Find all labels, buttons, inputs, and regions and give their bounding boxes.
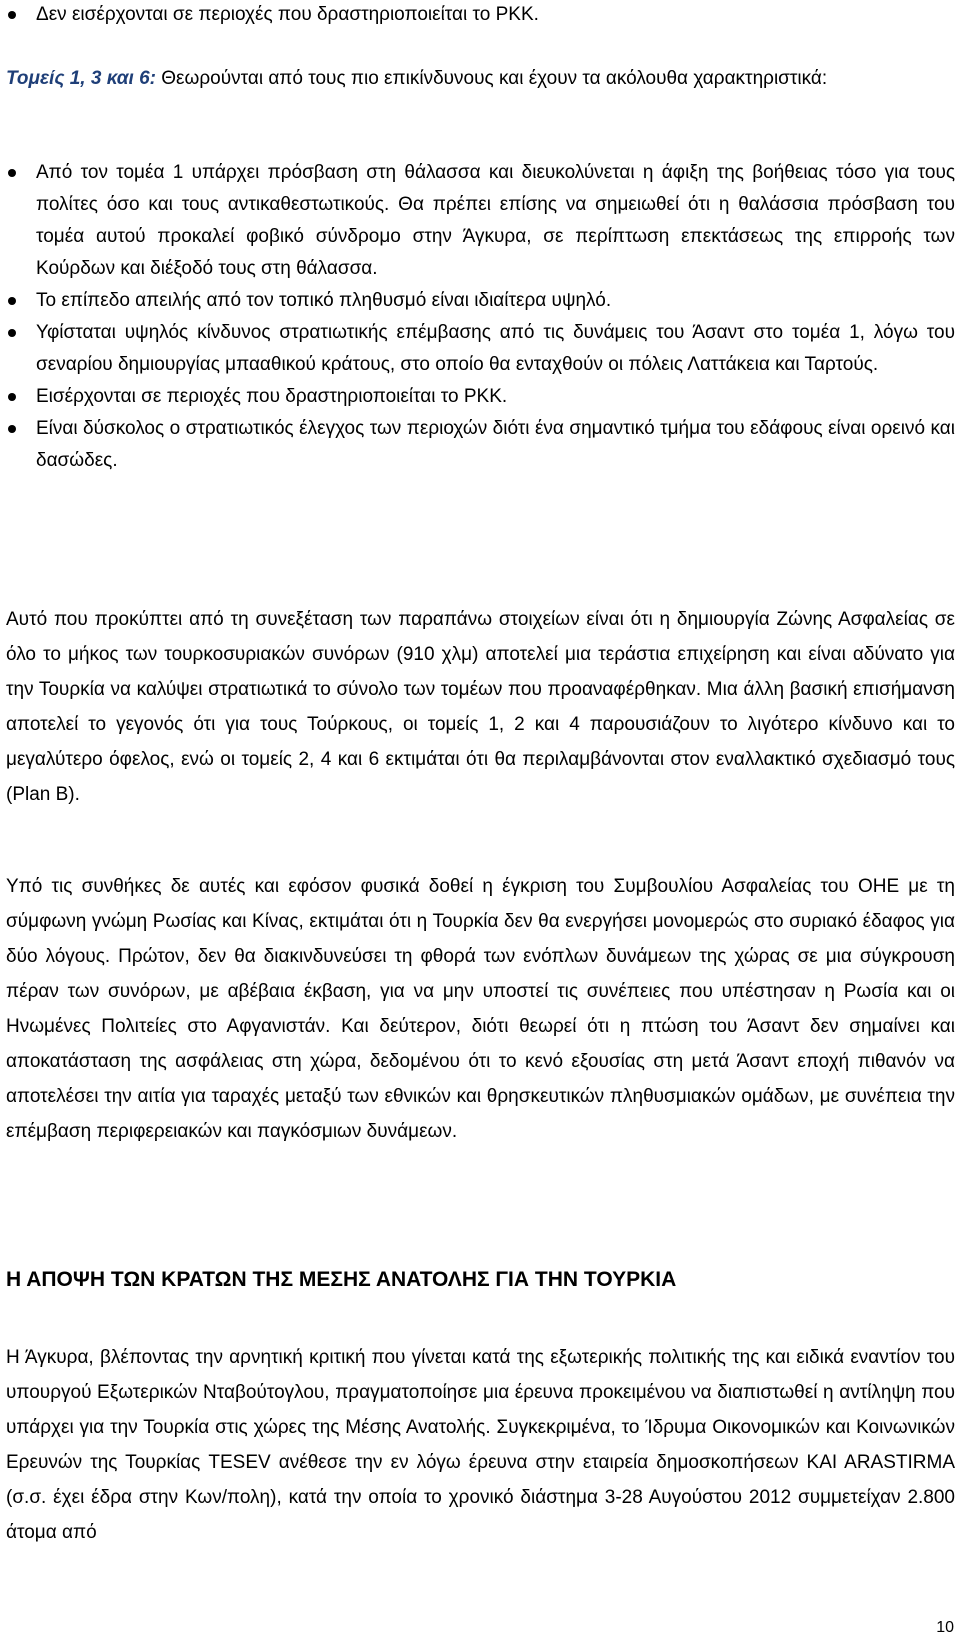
bullet-icon xyxy=(8,11,16,19)
bullet-text: Υφίσταται υψηλός κίνδυνος στρατιωτικής επέμβασης από τις δυνάμεις του Άσαντ στο τομέα 1, λόγω του σεναρίου δημιουργίας μπααθικού κράτους, στο οποίο θα ενταχθούν οι πόλεις Λαττάκεια και Ταρτούς. xyxy=(36,322,955,375)
section-heading: Η ΑΠΟΨΗ ΤΩΝ ΚΡΑΤΩΝ ΤΗΣ ΜΕΣΗΣ ΑΝΑΤΟΛΗΣ ΓΙΑ ΤΗΝ ΤΟΥΡΚΙΑ xyxy=(6,1268,677,1291)
bullet-text: Εισέρχονται σε περιοχές που δραστηριοποιείται το PKK. xyxy=(36,386,508,407)
bullet-icon xyxy=(8,329,16,337)
list-item xyxy=(6,381,955,413)
bullet-icon xyxy=(8,393,16,401)
bullet-list-main xyxy=(6,157,955,477)
analysis-paragraph: Αυτό που προκύπτει από τη συνεξέταση των παραπάνω στοιχείων είναι ότι η δημιουργία Ζώνης Ασφαλείας σε όλο το μήκος των τουρκοσυριακών συνόρων (910 χλμ) αποτελεί μια τεράστια επιχείρηση και είναι αδύνατο για την Τουρκία να καλύψει στρατιωτικά το σύνολο των τομέων που προαναφέρθηκαν. Μια άλλη βασική επισήμανση αποτελεί το γεγονός ότι για τους Τούρκους, οι τομείς 1, 2 και 4 παρουσιάζουν το λιγότερο κίνδυνο και το μεγαλύτερο όφελος, ενώ οι τομείς 2, 4 και 6 εκτιμάται ότι θα περιλαμβάνονται στον εναλλακτικό σχεδιασμό τους (Plan B). xyxy=(6,609,955,805)
conditions-paragraph: Υπό τις συνθήκες δε αυτές και εφόσον φυσικά δοθεί η έγκριση του Συμβουλίου Ασφαλείας του ΟΗΕ με τη σύμφωνη γνώμη Ρωσίας και Κίνας, εκτιμάται ότι η Τουρκία δεν θα ενεργήσει μονομερώς στο συριακό έδαφος για δύο λόγους. Πρώτον, δεν θα διακινδυνεύσει τη φθορά των ενόπλων δυνάμεων της χώρας σε μια σύγκρουση πέραν των συνόρων, με αβέβαια έκβαση, για να μην υποστεί τις συνέπειες που υπέστησαν η Ρωσία και οι Ηνωμένες Πολιτείες στο Αφγανιστάν. Και δεύτερον, διότι θεωρεί ότι η πτώση του Άσαντ δεν σημαίνει και αποκατάσταση της ασφάλειας στη χώρα, δεδομένου ότι το κενό εξουσίας στη μετά Άσαντ εποχή πιθανόν να αποτελέσει την αιτία για ταραχές μεταξύ των εθνικών και θρησκευτικών πληθυσμιακών ομάδων, με συνέπεια την επέμβαση περιφερειακών και παγκόσμιων δυνάμεων. xyxy=(6,876,955,1142)
list-item xyxy=(6,285,955,317)
bullet-icon xyxy=(8,169,16,177)
bullet-text: Το επίπεδο απειλής από τον τοπικό πληθυσμό είναι ιδιαίτερα υψηλό. xyxy=(36,290,612,311)
list-item xyxy=(6,157,955,285)
sectors-intro-title: Τομείς 1, 3 και 6: xyxy=(6,68,156,89)
bullet-icon xyxy=(8,297,16,305)
bullet-text: Από τον τομέα 1 υπάρχει πρόσβαση στη θάλασσα και διευκολύνεται η άφιξη της βοήθειας τόσο για τους πολίτες όσο και τους αντικαθεστωτικούς. Θα πρέπει επίσης να σημειωθεί ότι η θαλάσσια πρόσβαση του τομέα αυτού προκαλεί φοβικό σύνδρομο στην Άγκυρα, σε περίπτωση επεκτάσεως της επιρροής των Κούρδων και διέξοδό τους στη θάλασσα. xyxy=(36,162,955,279)
bullet-list-top xyxy=(6,0,955,31)
list-item xyxy=(6,0,955,31)
bullet-text: Είναι δύσκολος ο στρατιωτικός έλεγχος των περιοχών διότι ένα σημαντικό τμήμα του εδάφους είναι ορεινό και δασώδες. xyxy=(36,418,955,471)
bullet-icon xyxy=(8,425,16,433)
sectors-intro-text: Θεωρούνται από τους πιο επικίνδυνους και έχουν τα ακόλουθα χαρακτηριστικά: xyxy=(155,68,828,89)
bullet-text: Δεν εισέρχονται σε περιοχές που δραστηριοποιείται το PKK. xyxy=(36,4,539,25)
page-number: 10 xyxy=(936,1619,954,1636)
main-bullet-block xyxy=(6,157,955,477)
section-paragraph: Η Άγκυρα, βλέποντας την αρνητική κριτική που γίνεται κατά της εξωτερικής πολιτικής της και ειδικά εναντίον του υπουργού Εξωτερικών Νταβούτογλου, πραγματοποίησε μια έρευνα προκειμένου να διαπιστωθεί η αντίληψη που υπάρχει για την Τουρκία στις χώρες της Μέσης Ανατολής. Συγκεκριμένα, το Ίδρυμα Οικονομικών και Κοινωνικών Ερευνών της Τουρκίας TESEV ανέθεσε την εν λόγω έρευνα στην εταιρεία δημοσκοπήσεων KAI ARASTIRMA (σ.σ. έχει έδρα στην Κων/πολη), κατά την οποία το χρονικό διάστημα 3-28 Αυγούστου 2012 συμμετείχαν 2.800 άτομα από xyxy=(6,1347,955,1543)
list-item xyxy=(6,413,955,477)
list-item xyxy=(6,317,955,381)
sectors-intro-paragraph xyxy=(6,63,955,95)
top-bullet-block xyxy=(6,0,955,31)
